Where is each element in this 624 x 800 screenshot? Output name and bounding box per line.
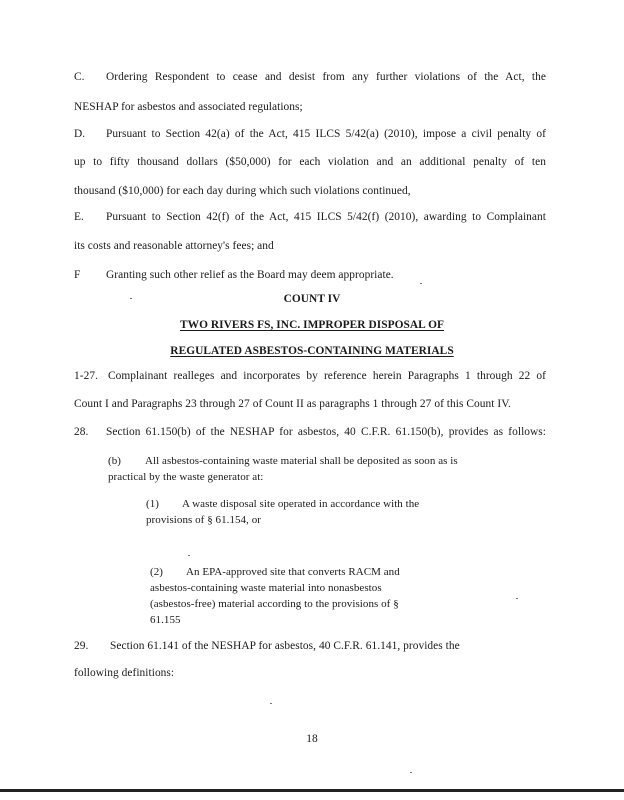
item-c-label: C. xyxy=(74,71,85,83)
item-e-line-2: its costs and reasonable attorney's fees; and xyxy=(74,240,274,252)
item-c-line-2: NESHAP for asbestos and associated regulations; xyxy=(74,101,303,113)
para-28-sub2-line-3: (asbestos-free) material according to the provisions of § xyxy=(150,598,399,610)
para-28-line-1: Section 61.150(b) of the NESHAP for asbestos, 40 C.F.R. 61.150(b), provides as follows: xyxy=(106,426,546,438)
scan-speck xyxy=(420,283,422,284)
item-d-line-1: Pursuant to Section 42(a) of the Act, 415 ILCS 5/42(a) (2010), impose a civil penalty of xyxy=(106,128,546,140)
para-28-sub2-line-4: 61.155 xyxy=(150,614,181,626)
para-28-sub1-line-2: provisions of § 61.154, or xyxy=(146,514,261,526)
para-28-label: 28. xyxy=(74,426,89,438)
item-e-label: E. xyxy=(74,211,84,223)
para-28-sub2-line-1: An EPA-approved site that converts RACM and xyxy=(186,566,400,578)
para-28-sub2-line-2: asbestos-containing waste material into nonasbestos xyxy=(150,582,382,594)
para-28-sub1-line-1: A waste disposal site operated in accordance with the xyxy=(182,498,420,510)
para-28-sub1-label: (1) xyxy=(146,498,159,510)
item-c-line-1: Ordering Respondent to cease and desist from any further violations of the Act, the xyxy=(106,71,546,83)
para-1-27-line-1: Complainant realleges and incorporates by reference herein Paragraphs 1 through 22 of xyxy=(108,370,546,382)
para-29-line-1: Section 61.141 of the NESHAP for asbestos, 40 C.F.R. 61.141, provides the xyxy=(110,640,460,652)
scan-speck xyxy=(270,703,272,704)
item-d-line-2: up to fifty thousand dollars ($50,000) for each violation and an additional penalty of ten xyxy=(74,156,546,168)
count-subtitle-1: TWO RIVERS FS, INC. IMPROPER DISPOSAL OF xyxy=(179,319,445,331)
para-29-label: 29. xyxy=(74,640,89,652)
para-28-b-line-1: All asbestos-containing waste material shall be deposited as soon as is xyxy=(145,455,458,467)
count-subtitle-2: REGULATED ASBESTOS-CONTAINING MATERIALS xyxy=(170,345,454,357)
item-e-line-1: Pursuant to Section 42(f) of the Act, 415 ILCS 5/42(f) (2010), awarding to Complainant xyxy=(106,211,546,223)
count-title: COUNT IV xyxy=(283,293,341,305)
para-29-line-2: following definitions: xyxy=(74,667,175,679)
scan-speck xyxy=(130,298,132,299)
para-28-sub2-label: (2) xyxy=(150,566,163,578)
para-28-b-line-2: practical by the waste generator at: xyxy=(108,471,264,483)
para-28-b-label: (b) xyxy=(108,455,121,467)
para-1-27-label: 1-27. xyxy=(74,370,98,382)
item-d-label: D. xyxy=(74,128,86,140)
page-number: 18 xyxy=(306,733,318,745)
scan-speck xyxy=(516,598,518,599)
scan-speck xyxy=(188,555,190,556)
item-f-line-1: Granting such other relief as the Board may deem appropriate. xyxy=(106,269,394,281)
bottom-scan-rule xyxy=(0,789,624,792)
para-1-27-line-2: Count I and Paragraphs 23 through 27 of Count II as paragraphs 1 through 27 of this Count IV. xyxy=(74,398,511,410)
item-d-line-3: thousand ($10,000) for each day during which such violations continued, xyxy=(74,185,411,197)
scan-speck xyxy=(410,772,412,773)
item-f-label: F xyxy=(74,269,81,281)
